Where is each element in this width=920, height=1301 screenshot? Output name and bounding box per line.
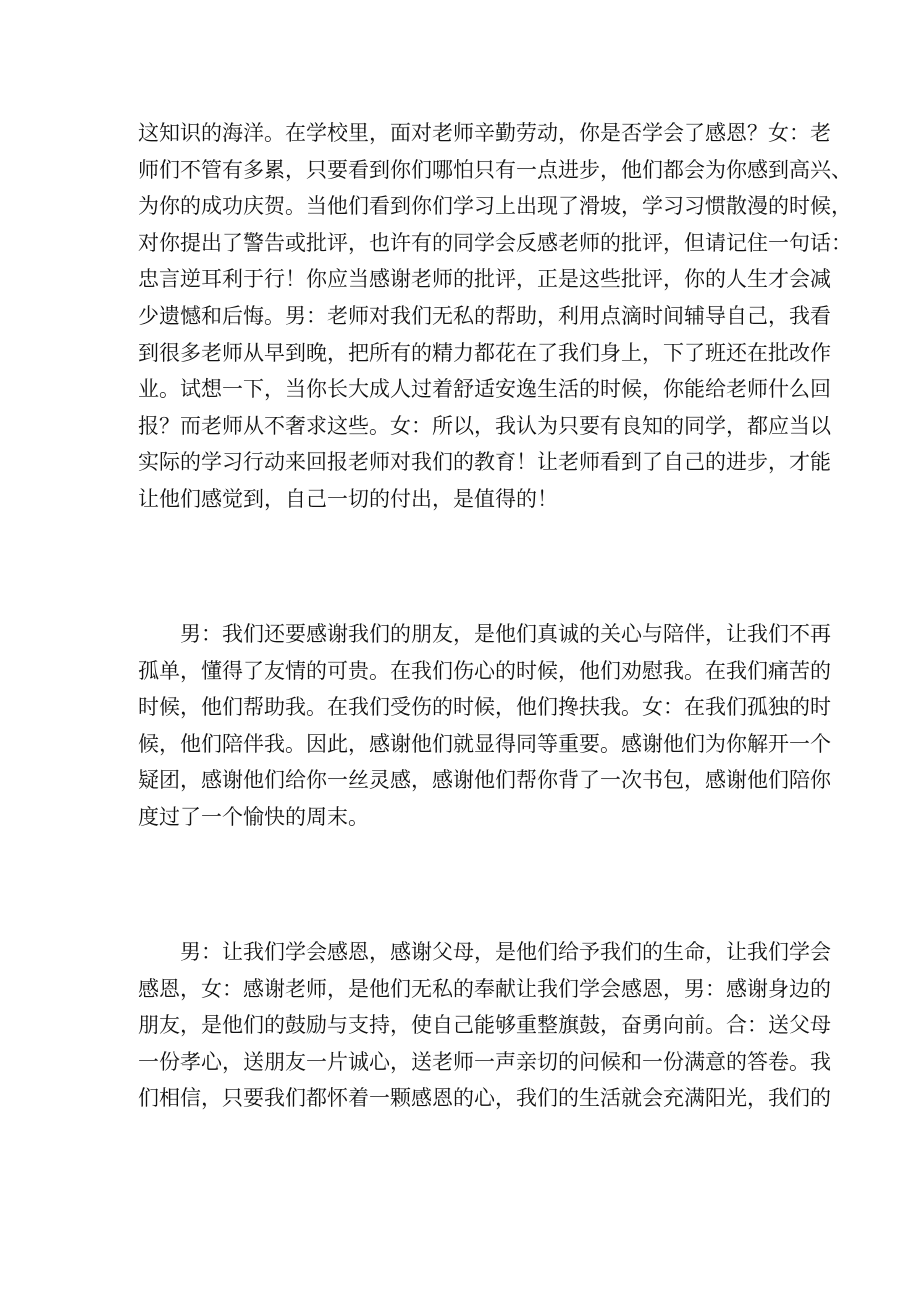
text-line: 实际的学习行动来回报老师对我们的教育！让老师看到了自己的进步，才能 (138, 450, 831, 475)
text-line: 疑团，感谢他们给你一丝灵感，感谢他们帮你背了一次书包，感谢他们陪你 (138, 768, 831, 793)
text-line: 候，他们陪伴我。因此，感谢他们就显得同等重要。感谢他们为你解开一个 (138, 731, 831, 756)
text-line: 这知识的海洋。在学校里，面对老师辛勤劳动，你是否学会了感恩？女：老 (138, 121, 831, 145)
text-line: 忠言逆耳利于行！你应当感谢老师的批评，正是这些批评，你的人生才会减 (138, 267, 831, 292)
text-line: 报？而老师从不奢求这些。女：所以，我认为只要有良知的同学，都应当以 (138, 413, 831, 438)
text-line: 让他们感觉到，自己一切的付出，是值得的！ (138, 486, 558, 511)
text-line: 少遗憾和后悔。男：老师对我们无私的帮助，利用点滴时间辅导自己，我看 (138, 303, 831, 328)
text-line: 一份孝心，送朋友一片诚心，送老师一声亲切的问候和一份满意的答卷。我 (138, 1049, 831, 1074)
text-line: 男：让我们学会感恩，感谢父母，是他们给予我们的生命，让我们学会 (180, 940, 831, 964)
text-line: 们相信，只要我们都怀着一颗感恩的心，我们的生活就会充满阳光，我们的 (138, 1086, 831, 1111)
text-line: 师们不管有多累，只要看到你们哪怕只有一点进步，他们都会为你感到高兴、 (138, 157, 852, 182)
text-line: 对你提出了警告或批评，也许有的同学会反感老师的批评，但请记住一句话： (138, 230, 852, 255)
text-line: 业。试想一下，当你长大成人过着舒适安逸生活的时候，你能给老师什么回 (138, 377, 831, 402)
paragraph-2 (138, 616, 831, 836)
text-line: 孤单，懂得了友情的可贵。在我们伤心的时候，他们劝慰我。在我们痛苦的 (138, 658, 831, 683)
text-line: 为你的成功庆贺。当他们看到你们学习上出现了滑坡，学习习惯散漫的时候， (138, 194, 852, 219)
text-line: 男：我们还要感谢我们的朋友，是他们真诚的关心与陪伴，让我们不再 (180, 622, 831, 646)
paragraph-3 (138, 934, 831, 1117)
text-line: 到很多老师从早到晚，把所有的精力都花在了我们身上，下了班还在批改作 (138, 340, 831, 365)
text-line: 感恩，女：感谢老师，是他们无私的奉献让我们学会感恩，男：感谢身边的 (138, 976, 831, 1001)
text-line: 度过了一个愉快的周末。 (138, 804, 369, 829)
text-line: 朋友，是他们的鼓励与支持，使自己能够重整旗鼓，奋勇向前。合：送父母 (138, 1013, 831, 1038)
text-line: 时候，他们帮助我。在我们受伤的时候，他们搀扶我。女：在我们孤独的时 (138, 695, 831, 720)
paragraph-1 (138, 115, 852, 518)
